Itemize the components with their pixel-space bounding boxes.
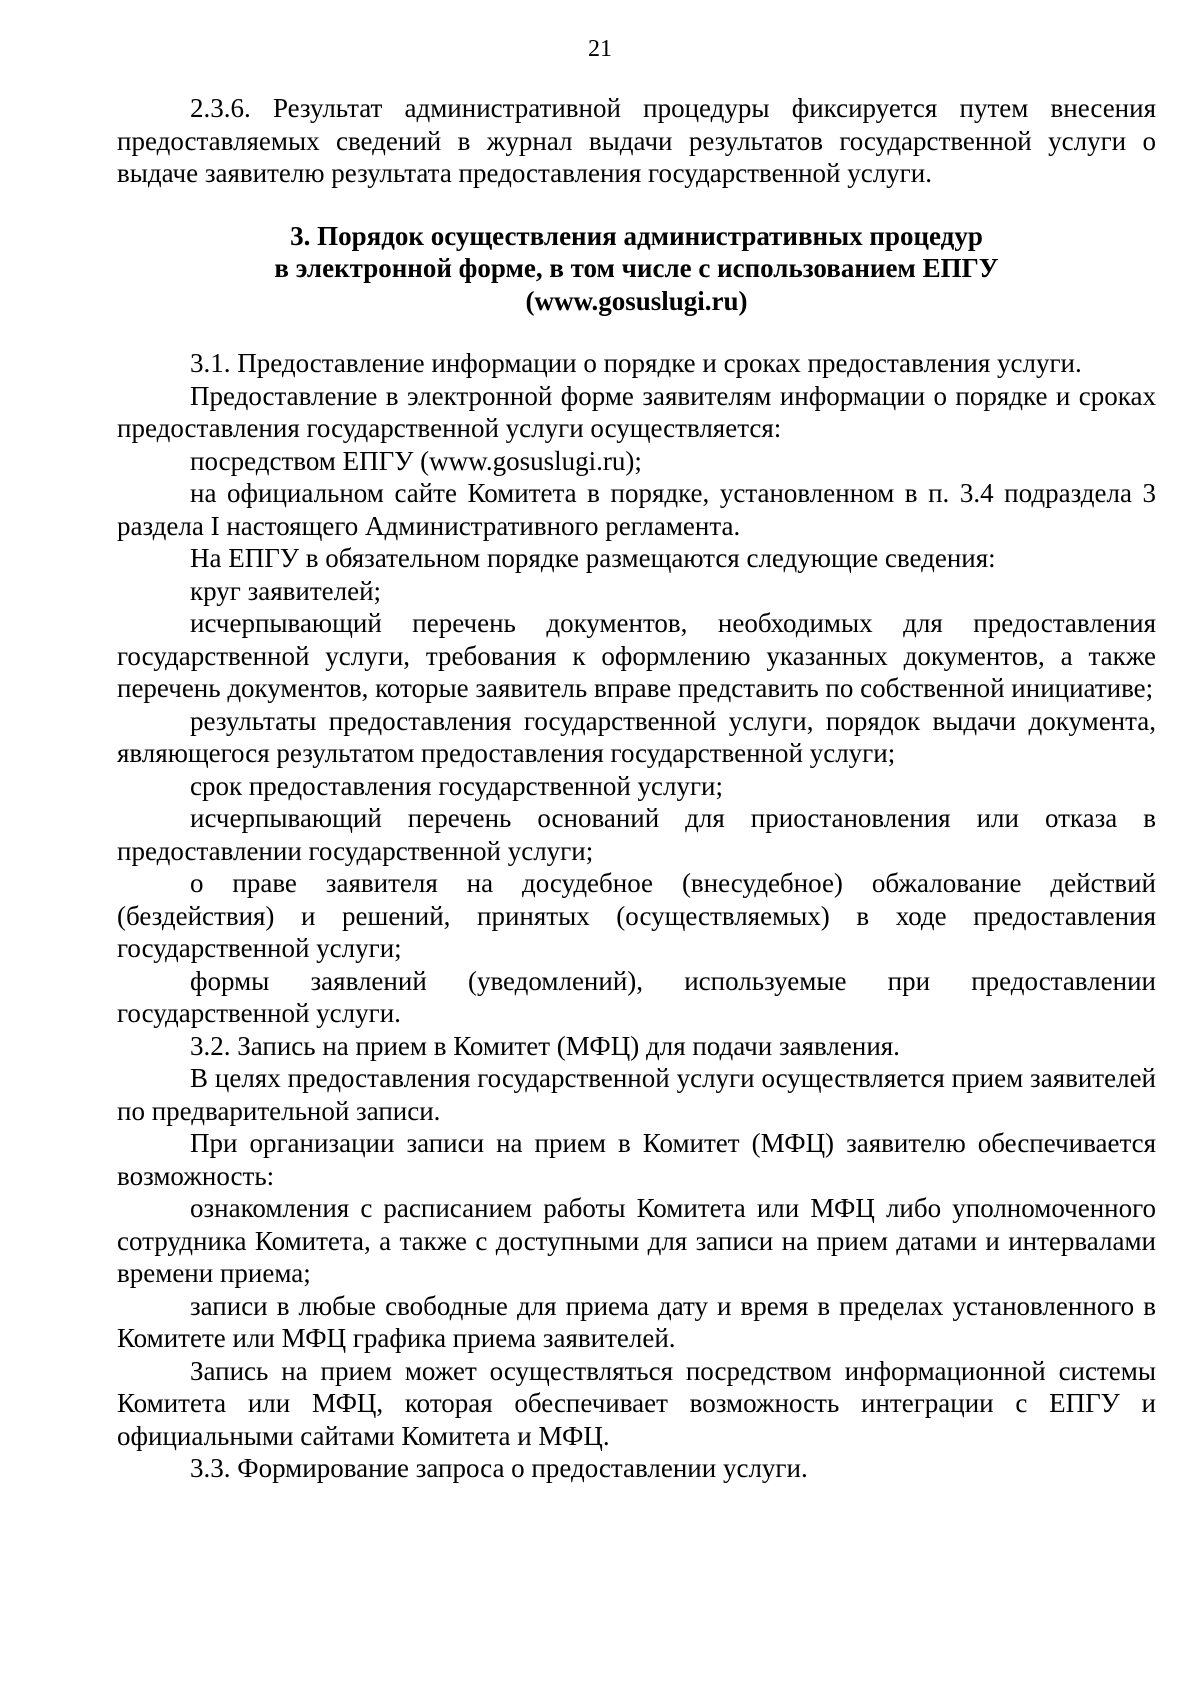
list-item: исчерпывающий перечень документов, необходимых для предоставления государственной услуги, требования к оформлению указанных документов, а также перечень документов, которые заявитель вправе представить по собственной инициативе; bbox=[117, 608, 1156, 703]
page-number: 21 bbox=[588, 36, 612, 62]
paragraph: Запись на прием может осуществляться посредством информационной системы Комитета или МФЦ, которая обеспечивает возможность интеграции с ЕПГУ и официальными сайтами Комитета и МФЦ. bbox=[117, 1355, 1156, 1451]
paragraph-3-2: 3.2. Запись на прием в Комитет (МФЦ) для подачи заявления. bbox=[190, 1030, 900, 1061]
list-item: о праве заявителя на досудебное (внесудебное) обжалование действий (бездействия) и решений, принятых (осуществляемых) в ходе предоставления государственной услуги; bbox=[117, 868, 1156, 963]
list-item: записи в любые свободные для приема дату и время в пределах установленного в Комитете или МФЦ графика приема заявителей. bbox=[117, 1290, 1156, 1353]
section-heading-line-1: 3. Порядок осуществления административных процедур bbox=[290, 220, 983, 251]
paragraph: На ЕПГУ в обязательном порядке размещаются следующие сведения: bbox=[190, 543, 996, 573]
list-item: на официальном сайте Комитета в порядке, установленном в п. 3.4 подраздела 3 раздела I настоящего Административного регламента. bbox=[117, 478, 1156, 541]
section-heading bbox=[117, 220, 1156, 318]
section-heading-line-2: в электронной форме, в том числе с использованием ЕПГУ bbox=[274, 253, 999, 283]
list-item: посредством ЕПГУ (www.gosuslugi.ru); bbox=[190, 445, 642, 476]
list-item: результаты предоставления государственной услуги, порядок выдачи документа, являющегося результатом предоставления государственной услуги; bbox=[117, 705, 1156, 768]
paragraph-2-3-6: 2.3.6. Результат административной процедуры фиксируется путем внесения предоставляемых сведений в журнал выдачи результатов государственной услуги о выдаче заявителю результата предоставления государственной услуги. bbox=[117, 93, 1156, 188]
list-item: исчерпывающий перечень оснований для приостановления или отказа в предоставлении государственной услуги; bbox=[117, 803, 1156, 866]
paragraph: Предоставление в электронной форме заявителям информации о порядке и сроках предоставления государственной услуги осуществляется: bbox=[117, 380, 1156, 443]
section-heading-line-3: (www.gosuslugi.ru) bbox=[525, 285, 748, 316]
paragraph-3-3: 3.3. Формирование запроса о предоставлении услуги. bbox=[190, 1453, 808, 1483]
document-body bbox=[117, 92, 1156, 1485]
list-item: срок предоставления государственной услуги; bbox=[190, 770, 724, 801]
list-item: круг заявителей; bbox=[190, 575, 382, 606]
list-item: формы заявлений (уведомлений), используемые при предоставлении государственной услуги. bbox=[117, 965, 1156, 1028]
list-item: ознакомления с расписанием работы Комитета или МФЦ либо уполномоченного сотрудника Комитета, а также с доступными для записи на прием датами и интервалами времени приема; bbox=[117, 1193, 1156, 1288]
paragraph: При организации записи на прием в Комитет (МФЦ) заявителю обеспечивается возможность: bbox=[117, 1128, 1156, 1191]
paragraph-3-1: 3.1. Предоставление информации о порядке и сроках предоставления услуги. bbox=[190, 348, 1082, 378]
paragraph: В целях предоставления государственной услуги осуществляется прием заявителей по предварительной записи. bbox=[117, 1063, 1156, 1126]
